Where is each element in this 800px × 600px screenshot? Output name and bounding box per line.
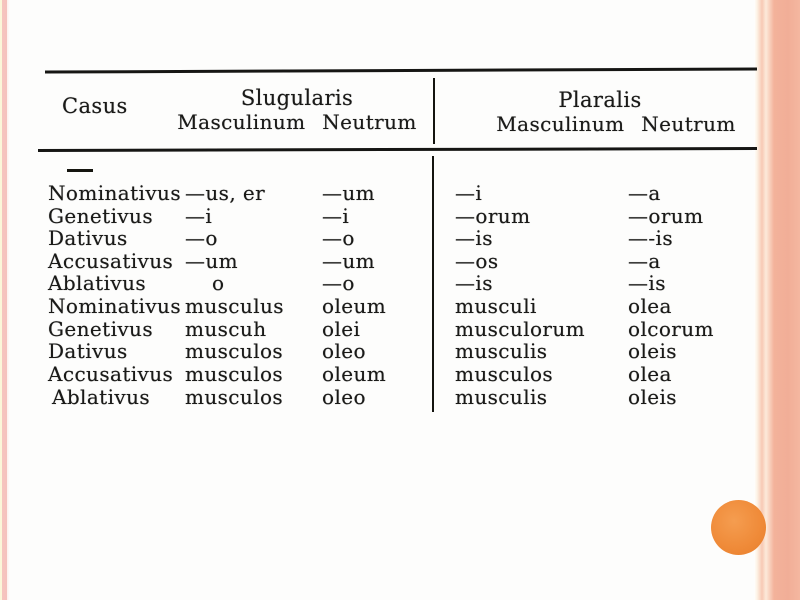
pl-neut-cell: —orum [628, 204, 704, 228]
pl-neut-cell: olea [628, 294, 672, 318]
case-cell: Nominativus [48, 294, 181, 318]
sg-masc-cell: —i [185, 204, 213, 228]
pl-masc-cell: musculis [455, 385, 548, 409]
singularis-subtitle: Masculinum Neutrum [177, 110, 417, 134]
sg-masc-cell: —um [185, 249, 239, 273]
pl-neut-cell: olea [628, 362, 672, 386]
case-cell: Dativus [48, 226, 128, 250]
sg-masc-cell: musculos [185, 339, 284, 363]
sg-neut-cell: olei [322, 317, 361, 341]
pl-masc-cell: —is [455, 271, 493, 295]
pl-neut-cell: —a [628, 181, 661, 205]
case-cell: Genetivus [48, 317, 154, 341]
sg-masc-cell: —o [185, 226, 218, 250]
case-cell: Dativus [48, 339, 128, 363]
table-row [0, 385, 800, 408]
sg-neut-cell: —um [322, 249, 376, 273]
sg-masc-cell: musculos [185, 385, 284, 409]
sg-neut-cell: oleo [322, 339, 366, 363]
singularis-title: Slugularis [240, 86, 354, 110]
pl-neut-cell: oleis [628, 339, 677, 363]
case-cell: Nominativus [48, 181, 181, 205]
sg-masc-cell: muscuh [185, 317, 267, 341]
pl-masc-cell: —i [455, 181, 483, 205]
pl-neut-cell: —-is [628, 226, 674, 250]
pl-masc-cell: musculorum [455, 317, 586, 341]
pluralis-title: Plaralis [558, 88, 642, 112]
pl-neut-cell: oleis [628, 385, 677, 409]
table-row [0, 249, 800, 272]
pluralis-subtitle: Masculinum Neutrum [496, 112, 736, 136]
orange-circle-decoration [711, 500, 766, 555]
case-cell: Genetivus [48, 204, 154, 228]
column-header-casus: Casus [62, 94, 128, 118]
table-row [0, 362, 800, 385]
pl-masc-cell: musculos [455, 362, 554, 386]
case-cell: Accusativus [48, 362, 174, 386]
sg-neut-cell: oleum [322, 362, 387, 386]
table-row [0, 339, 800, 362]
pl-neut-cell: —a [628, 249, 661, 273]
sg-neut-cell: —o [322, 226, 355, 250]
sg-masc-cell: o [212, 271, 225, 295]
table-row [0, 317, 800, 340]
sg-neut-cell: —um [322, 181, 376, 205]
sg-masc-cell: musculus [185, 294, 284, 318]
table-row [0, 226, 800, 249]
pl-masc-cell: musculis [455, 339, 548, 363]
pl-masc-cell: musculi [455, 294, 537, 318]
table-row [0, 294, 800, 317]
pl-masc-cell: —os [455, 249, 499, 273]
pl-neut-cell: —is [628, 271, 666, 295]
sg-masc-cell: —us, er [185, 181, 266, 205]
pl-masc-cell: —is [455, 226, 493, 250]
pl-masc-cell: —orum [455, 204, 531, 228]
sg-neut-cell: oleo [322, 385, 366, 409]
table-row [0, 181, 800, 204]
sg-neut-cell: —i [322, 204, 350, 228]
case-cell: Ablativus [48, 271, 147, 295]
table-row [0, 271, 800, 294]
case-cell: Ablativus [52, 385, 151, 409]
case-cell: Accusativus [48, 249, 174, 273]
sg-masc-cell: musculos [185, 362, 284, 386]
sg-neut-cell: oleum [322, 294, 387, 318]
table-row [0, 204, 800, 227]
pl-neut-cell: olcorum [628, 317, 714, 341]
sg-neut-cell: —o [322, 271, 355, 295]
